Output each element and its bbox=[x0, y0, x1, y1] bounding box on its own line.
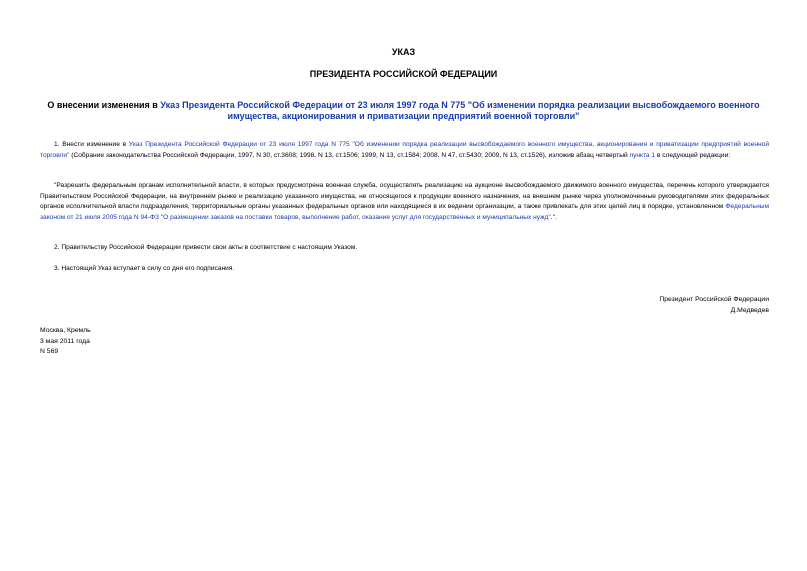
document-number: N 569 bbox=[40, 348, 59, 355]
p2-federal-law-link[interactable]: Федеральным законом от 21 июля 2005 года N 94-ФЗ "О размещении заказов на поставки товаров, выполнение работ, оказание услуг для государственных и муниципальных нужд" bbox=[40, 203, 769, 221]
document-subject bbox=[40, 100, 767, 122]
p1-middle: (Собрание законодательства Российской Федерации, 1997, N 30, ст.3608; 1998, N 13, ст.1506; 1999, N 13, ст.1584; 2008, N 47, ст.5430; 2009, N 13, ст.1526), изложив абзац четвертый bbox=[69, 151, 630, 159]
place-city: Москва, Кремль bbox=[40, 327, 91, 334]
p1-point-link[interactable]: пункта 1 bbox=[629, 151, 656, 159]
p1-suffix: в следующей редакции: bbox=[655, 151, 731, 159]
signature-name: Д.Медведев bbox=[730, 306, 769, 314]
place-date: 3 мая 2011 года bbox=[40, 337, 90, 345]
signature-position: Президент Российской Федерации bbox=[659, 296, 769, 303]
paragraph-1 bbox=[40, 140, 769, 161]
p2-suffix: .". bbox=[550, 213, 557, 221]
document-issuer: ПРЕЗИДЕНТА РОССИЙСКОЙ ФЕДЕРАЦИИ bbox=[309, 69, 498, 79]
subject-decree-link[interactable]: Указ Президента Российской Федерации от 23 июля 1997 года N 775 "Об изменении порядка реализации высвобождаемого военного имущества, акционирования и приватизации предприятий военной торговли" bbox=[160, 100, 760, 121]
subject-prefix: О внесении изменения в bbox=[47, 100, 161, 110]
paragraph-quote bbox=[40, 181, 769, 223]
paragraph-2: 2. Правительству Российской Федерации привести свои акты в соответствие с настоящим Указом. bbox=[54, 244, 358, 251]
p1-prefix: 1. Внести изменение в bbox=[54, 141, 129, 148]
place-date-block bbox=[40, 326, 91, 358]
document-title: УКАЗ bbox=[391, 47, 416, 57]
paragraph-3: 3. Настоящий Указ вступает в силу со дня его подписания. bbox=[54, 265, 235, 272]
signature-block bbox=[659, 295, 769, 316]
p2-text: "Разрешить федеральным органам исполнительной власти, в которых предусмотрена военная служба, осуществлять реализацию на аукционе высвобождаемого движимого военного имущества, перечень которого утверждается Правительством Российской Федерации, на внутреннем рынке и реализацию указанного имущества, не относящегося к продукции военного назначения, на внешнем рынке через уполномоченные руководителями этих федеральных органов исполнительной власти подразделения, территориальные органы указанных федеральных органов или находящиеся в их ведении организации, а также привлекать для этих целей лиц в порядке, установленном bbox=[40, 182, 769, 210]
p1-decree-link[interactable]: Указ Президента Российской Федерации от 23 июля 1997 года N 775 "Об изменении порядка реализации высвобождаемого военного имущества, акционирования и приватизации предприятий военной торговли" bbox=[40, 141, 770, 159]
